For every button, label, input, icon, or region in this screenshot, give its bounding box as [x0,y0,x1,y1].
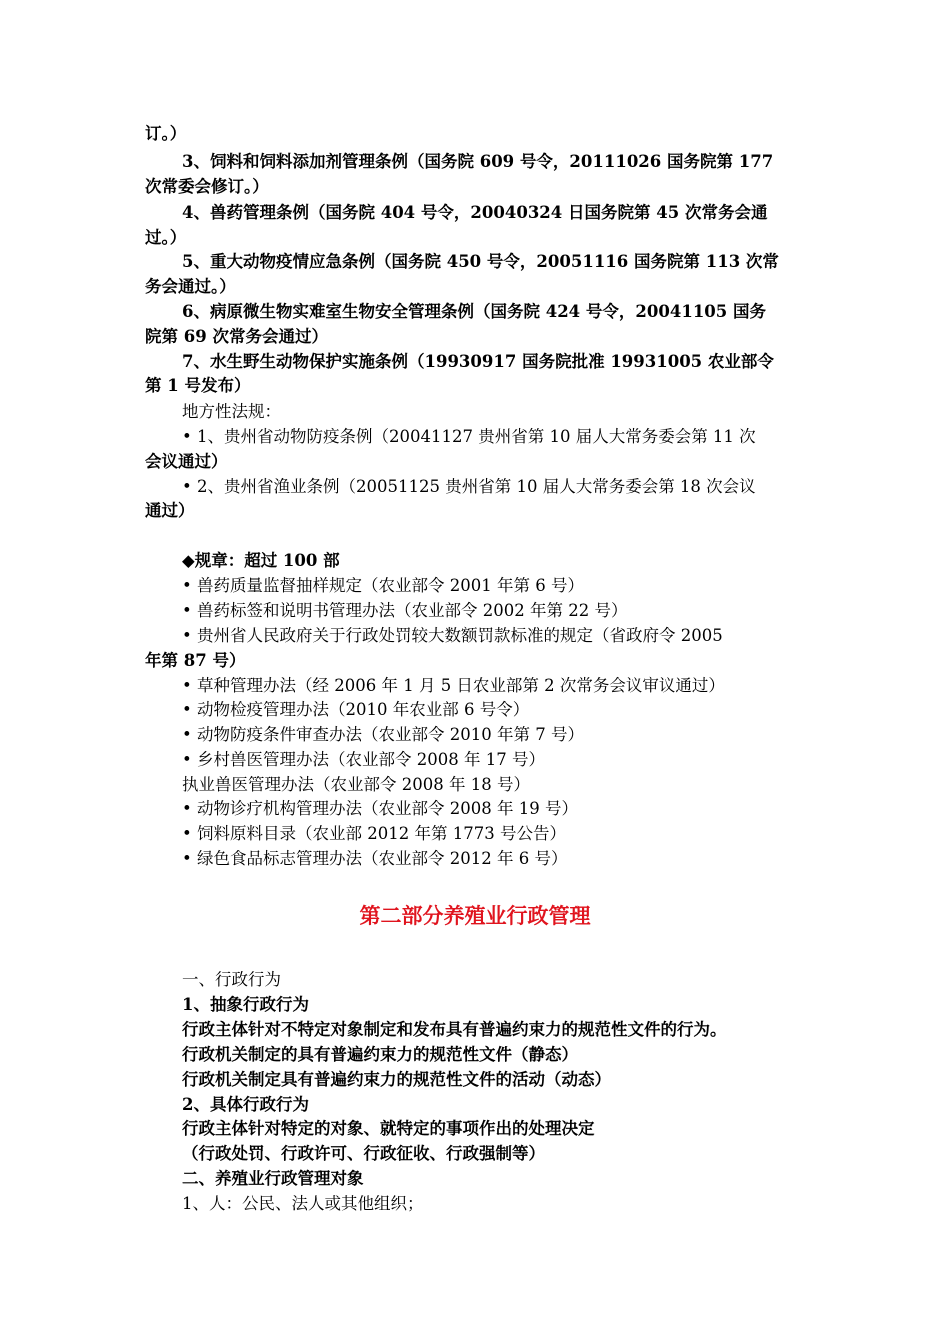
regulation-line: 5、重大动物疫情应急条例（国务院 450 号令，20051116 国务院第 113 次常 [182,252,779,271]
section-title: 第二部分养殖业行政管理 [359,903,591,928]
admin-line: 2、具体行政行为 [182,1095,309,1114]
admin-line: 行政主体针对特定的对象、就特定的事项作出的处理决定 [182,1119,595,1138]
admin-line: 行政机关制定具有普遍约束力的规范性文件的活动（动态） [182,1070,611,1089]
admin-line: 二、养殖业行政管理对象 [182,1169,364,1188]
rule-line: • 兽药标签和说明书管理办法（农业部令 2002 年第 22 号） [182,601,628,620]
regulation-line: 7、水生野生动物保护实施条例（19930917 国务院批准 19931005 农业部令 [182,352,774,371]
regulation-line: 4、兽药管理条例（国务院 404 号令，20040324 日国务院第 45 次常务会通 [182,203,768,222]
rule-line: 执业兽医管理办法（农业部令 2008 年 18 号） [182,775,530,794]
rule-line: • 草种管理办法（经 2006 年 1 月 5 日农业部第 2 次常务会议审议通过） [182,676,725,695]
regulation-line: 院第 69 次常务会通过） [145,327,328,346]
admin-line: 一、行政行为 [182,970,281,989]
regulation-line: 3、饲料和饲料添加剂管理条例（国务院 609 号令，20111026 国务院第 177 [182,152,774,171]
rule-line: • 贵州省人民政府关于行政处罚较大数额罚款标准的规定（省政府令 2005 [182,626,723,645]
regulation-line: 6、病原微生物实难室生物安全管理条例（国务院 424 号令，20041105 国务 [182,302,767,321]
local-regulation-line: 会议通过） [145,452,228,471]
regulation-line: 过。） [145,228,187,247]
rules-heading: ◆规章：超过 100 部 [182,551,340,570]
local-regulation-line: 通过） [145,501,195,520]
rule-line: • 动物诊疗机构管理办法（农业部令 2008 年 19 号） [182,799,578,818]
admin-line: 行政主体针对不特定对象制定和发布具有普遍约束力的规范性文件的行为。 [182,1020,727,1039]
rule-line: • 饲料原料目录（农业部 2012 年第 1773 号公告） [182,824,566,843]
regulation-line: 订。） [145,124,187,143]
regulation-line: 第 1 号发布） [145,376,251,395]
rule-line: • 动物防疫条件审查办法（农业部令 2010 年第 7 号） [182,725,584,744]
admin-line: 行政机关制定的具有普遍约束力的规范性文件（静态） [182,1045,578,1064]
rule-line: • 兽药质量监督抽样规定（农业部令 2001 年第 6 号） [182,576,584,595]
rule-line: • 绿色食品标志管理办法（农业部令 2012 年 6 号） [182,849,568,868]
admin-line: 1、人：公民、法人或其他组织； [182,1194,424,1213]
local-regulation-line: • 1、贵州省动物防疫条例（20041127 贵州省第 10 届人大常务委会第 11 次 [182,427,756,446]
regulation-line: 务会通过。） [145,277,236,296]
local-regulations-heading: 地方性法规： [182,402,281,421]
admin-line: （行政处罚、行政许可、行政征收、行政强制等） [182,1144,545,1163]
regulation-line: 次常委会修订。） [145,177,269,196]
rule-line: • 动物检疫管理办法（2010 年农业部 6 号令） [182,700,530,719]
local-regulation-line: • 2、贵州省渔业条例（20051125 贵州省第 10 届人大常务委会第 18 次会议 [182,477,756,496]
rule-line: 年第 87 号） [145,651,246,670]
admin-line: 1、抽象行政行为 [182,995,309,1014]
rule-line: • 乡村兽医管理办法（农业部令 2008 年 17 号） [182,750,545,769]
